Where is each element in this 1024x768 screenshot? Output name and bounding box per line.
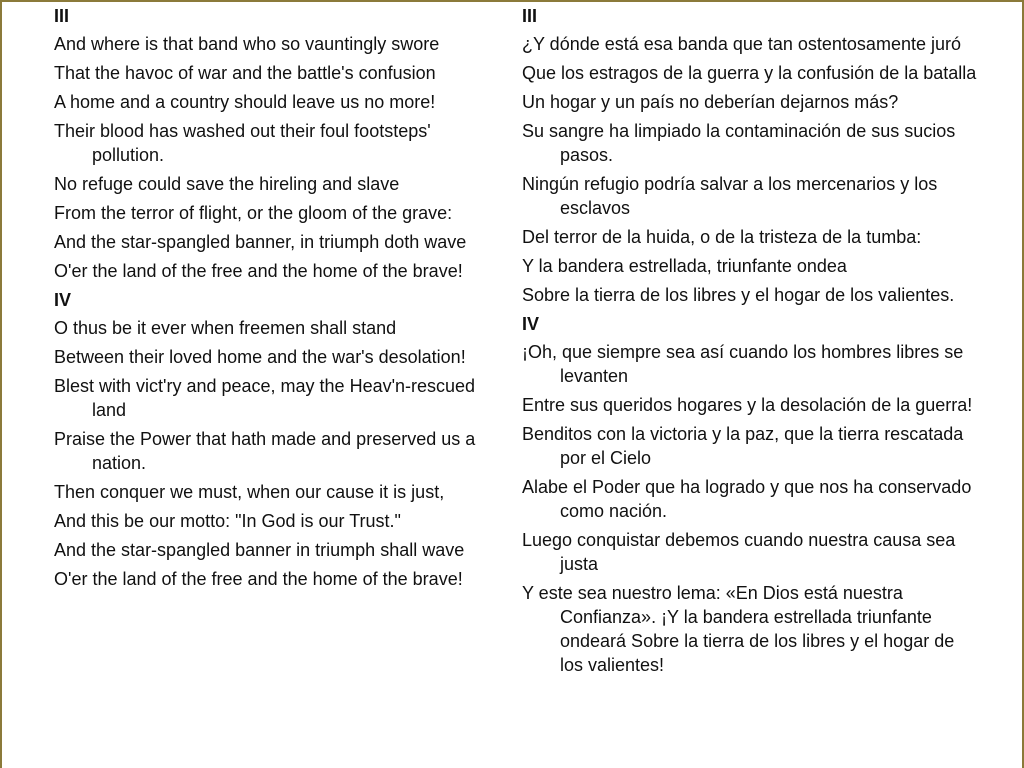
- verse-heading: III: [522, 6, 538, 26]
- lyric-line: Their blood has washed out their foul footsteps' pollution.: [54, 121, 431, 165]
- lyric-line: And this be our motto: "In God is our Trust.": [54, 511, 401, 531]
- lyric-line: Between their loved home and the war's desolation!: [54, 347, 466, 367]
- lyric-line: ¿Y dónde está esa banda que tan ostentosamente juró: [522, 34, 961, 54]
- lyric-line: Entre sus queridos hogares y la desolación de la guerra!: [522, 395, 973, 415]
- lyric-line: Sobre la tierra de los libres y el hogar de los valientes.: [522, 285, 955, 305]
- verse-heading: IV: [522, 314, 540, 334]
- lyric-line: Alabe el Poder que ha logrado y que nos ha conservado como nación.: [522, 477, 972, 521]
- lyric-line: And the star-spangled banner, in triumph doth wave: [54, 232, 467, 252]
- lyric-line: O'er the land of the free and the home of the brave!: [54, 569, 463, 589]
- lyric-line: And the star-spangled banner in triumph shall wave: [54, 540, 465, 560]
- verse-heading: IV: [54, 290, 72, 310]
- spanish-lyrics-column: [522, 4, 982, 682]
- verse-heading: III: [54, 6, 70, 26]
- lyric-line: That the havoc of war and the battle's confusion: [54, 63, 436, 83]
- verse-3-spanish: [522, 4, 982, 307]
- lyric-line: From the terror of flight, or the gloom of the grave:: [54, 203, 453, 223]
- lyric-line: O thus be it ever when freemen shall stand: [54, 318, 397, 338]
- verse-4-spanish: [522, 312, 982, 677]
- lyric-line: Praise the Power that hath made and preserved us a nation.: [54, 429, 476, 473]
- lyric-line: Su sangre ha limpiado la contaminación de sus sucios pasos.: [522, 121, 956, 165]
- lyric-line: O'er the land of the free and the home of the brave!: [54, 261, 463, 281]
- lyric-line: Benditos con la victoria y la paz, que la tierra rescatada por el Cielo: [522, 424, 964, 468]
- lyric-line: Then conquer we must, when our cause it is just,: [54, 482, 445, 502]
- lyric-line: Del terror de la huida, o de la tristeza de la tumba:: [522, 227, 922, 247]
- verse-3-english: [54, 4, 494, 283]
- lyric-line: Luego conquistar debemos cuando nuestra causa sea justa: [522, 530, 956, 574]
- lyric-line: Blest with vict'ry and peace, may the Heav'n-rescued land: [54, 376, 476, 420]
- lyric-line: Y la bandera estrellada, triunfante ondea: [522, 256, 847, 276]
- lyric-line: Un hogar y un país no deberían dejarnos más?: [522, 92, 899, 112]
- lyric-line: And where is that band who so vauntingly swore: [54, 34, 440, 54]
- verse-4-english: [54, 288, 494, 591]
- lyric-line: A home and a country should leave us no more!: [54, 92, 436, 112]
- english-lyrics-column: [54, 4, 494, 596]
- lyric-line: No refuge could save the hireling and slave: [54, 174, 400, 194]
- lyric-line: Ningún refugio podría salvar a los mercenarios y los esclavos: [522, 174, 938, 218]
- lyric-line: Y este sea nuestro lema: «En Dios está nuestra Confianza». ¡Y la bandera estrellada triunfante ondeará Sobre la tierra de los libres y el hogar de los valientes!: [522, 583, 955, 675]
- lyric-line: Que los estragos de la guerra y la confusión de la batalla: [522, 63, 977, 83]
- lyric-line: ¡Oh, que siempre sea así cuando los hombres libres se levanten: [522, 342, 964, 386]
